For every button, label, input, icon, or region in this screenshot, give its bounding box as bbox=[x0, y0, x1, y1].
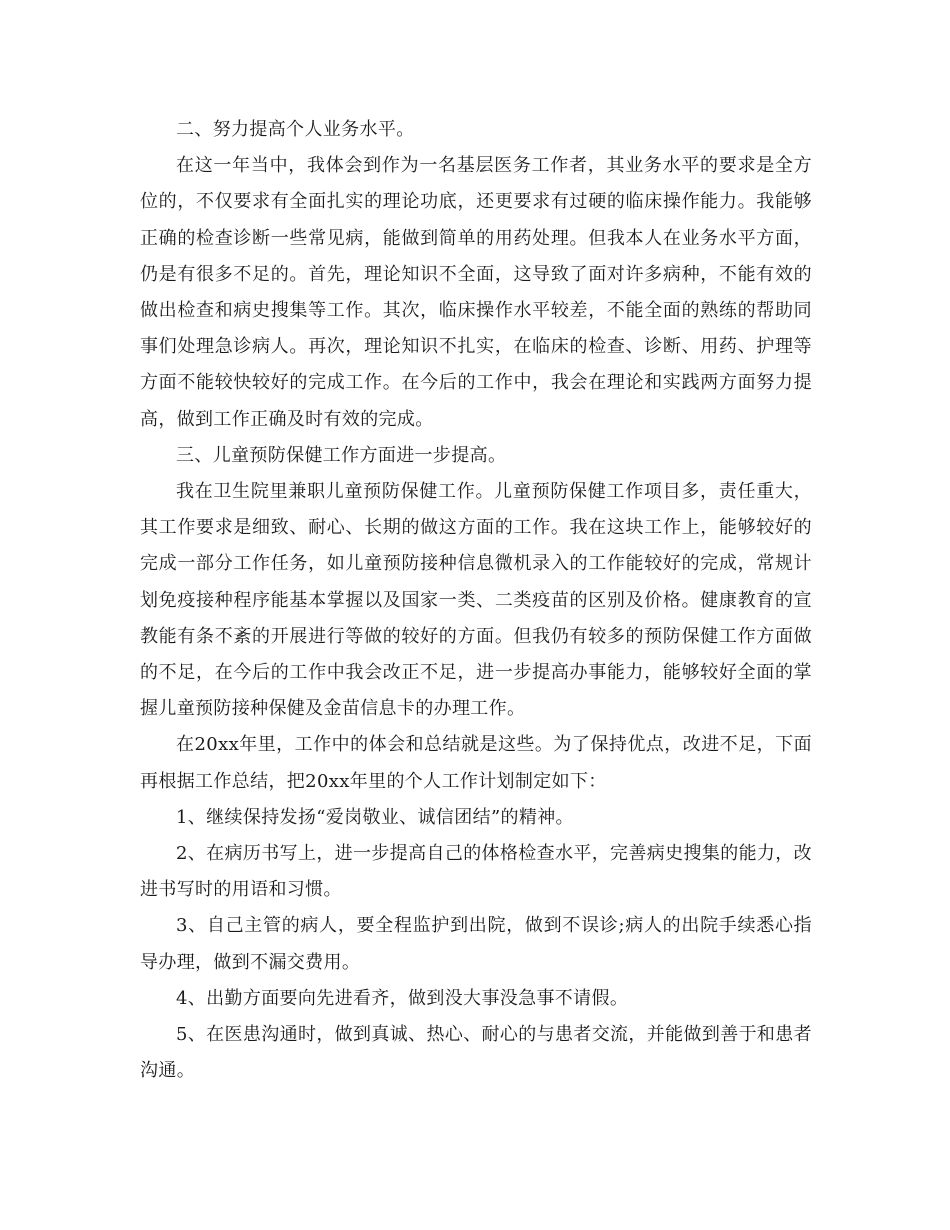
plan-item-4: 4、出勤方面要向先进看齐，做到没大事没急事不请假。 bbox=[176, 987, 629, 1009]
plan-item-5: 5、在医患沟通时，做到真诚、热心、耐心的与患者交流，并能做到善于和患者沟通。 bbox=[140, 1024, 812, 1082]
body-paragraph: 在20xx年里，工作中的体会和总结就是这些。为了保持优点，改进不足，下面再根据工作总结，把20xx年里的个人工作计划制定如下： bbox=[140, 734, 812, 792]
plan-item-3: 3、自己主管的病人，要全程监护到出院，做到不误诊;病人的出院手续悉心指导办理，做到不漏交费用。 bbox=[140, 915, 812, 973]
plan-item-1: 1、继续保持发扬“爱岗敬业、诚信团结”的精神。 bbox=[176, 806, 574, 828]
section-heading-2: 二、努力提高个人业务水平。 bbox=[176, 119, 415, 140]
body-paragraph: 在这一年当中，我体会到作为一名基层医务工作者，其业务水平的要求是全方位的，不仅要求有全面扎实的理论功底，还更要求有过硬的临床操作能力。我能够正确的检查诊断一些常见病，能做到简单的用药处理。但我本人在业务水平方面，仍是有很多不足的。首先，理论知识不全面，这导致了面对许多病种，不能有效的做出检查和病史搜集等工作。其次，临床操作水平较差，不能全面的熟练的帮助同事们处理急诊病人。再次，理论知识不扎实，在临床的检查、诊断、用药、护理等方面不能较快较好的完成工作。在今后的工作中，我会在理论和实践两方面努力提高，做到工作正确及时有效的完成。 bbox=[140, 155, 812, 430]
section-heading-3: 三、儿童预防保健工作方面进一步提高。 bbox=[176, 444, 507, 466]
document-page bbox=[140, 112, 812, 1089]
plan-item-2: 2、在病历书写上，进一步提高自己的体格检查水平，完善病史搜集的能力，改进书写时的用语和习惯。 bbox=[140, 843, 812, 901]
body-paragraph: 我在卫生院里兼职儿童预防保健工作。儿童预防保健工作项目多，责任重大，其工作要求是细致、耐心、长期的做这方面的工作。我在这块工作上，能够较好的完成一部分工作任务，如儿童预防接种信息微机录入的工作能较好的完成，常规计划免疫接种程序能基本掌握以及国家一类、二类疫苗的区别及价格。健康教育的宣教能有条不紊的开展进行等做的较好的方面。但我仍有较多的预防保健工作方面做的不足，在今后的工作中我会改正不足，进一步提高办事能力，能够较好全面的掌握儿童预防接种保健及金苗信息卡的办理工作。 bbox=[140, 481, 812, 720]
